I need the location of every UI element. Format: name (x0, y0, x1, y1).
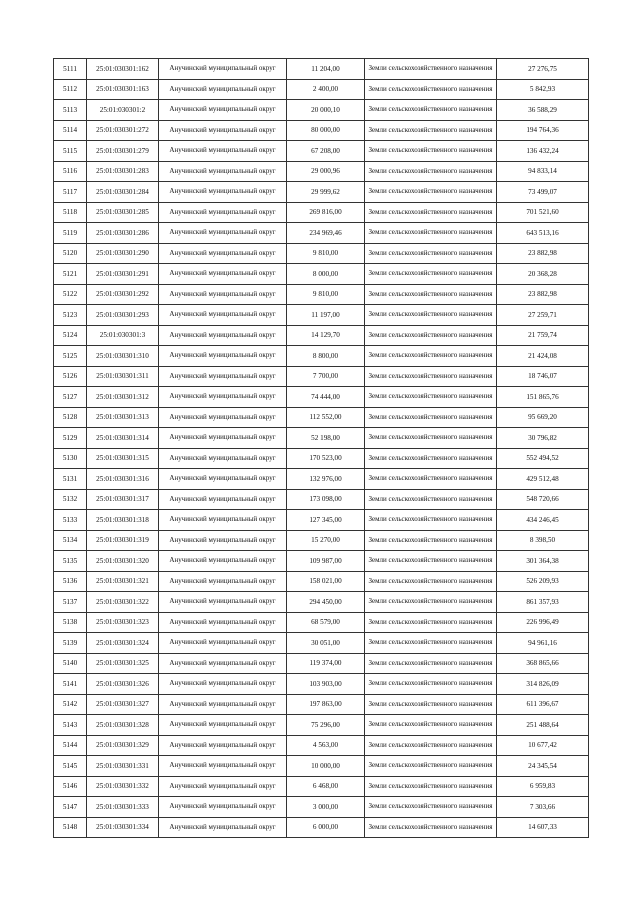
municipality-cell: Анучинский муниципальный округ (159, 469, 287, 490)
area-cell: 52 198,00 (287, 428, 365, 449)
cadastral-number-cell: 25:01:030301:162 (87, 59, 159, 80)
cadastral-value-cell: 194 764,36 (497, 120, 589, 141)
municipality-cell: Анучинский муниципальный округ (159, 284, 287, 305)
row-number-cell: 5124 (54, 325, 87, 346)
row-number-cell: 5118 (54, 202, 87, 223)
cadastral-value-cell: 301 364,38 (497, 551, 589, 572)
row-number-cell: 5111 (54, 59, 87, 80)
cadastral-value-cell: 14 607,33 (497, 817, 589, 838)
table-row (54, 612, 589, 633)
land-category-cell: Земли сельскохозяйственного назначения (365, 264, 497, 285)
area-cell: 170 523,00 (287, 448, 365, 469)
row-number-cell: 5123 (54, 305, 87, 326)
land-category-cell: Земли сельскохозяйственного назначения (365, 489, 497, 510)
land-category-cell: Земли сельскохозяйственного назначения (365, 756, 497, 777)
cadastral-value-cell: 314 826,09 (497, 674, 589, 695)
municipality-cell: Анучинский муниципальный округ (159, 694, 287, 715)
municipality-cell: Анучинский муниципальный округ (159, 346, 287, 367)
cadastral-value-cell: 526 209,93 (497, 571, 589, 592)
cadastral-number-cell: 25:01:030301:320 (87, 551, 159, 572)
municipality-cell: Анучинский муниципальный округ (159, 715, 287, 736)
land-category-cell: Земли сельскохозяйственного назначения (365, 243, 497, 264)
cadastral-number-cell: 25:01:030301:3 (87, 325, 159, 346)
municipality-cell: Анучинский муниципальный округ (159, 448, 287, 469)
cadastral-number-cell: 25:01:030301:315 (87, 448, 159, 469)
cadastral-number-cell: 25:01:030301:316 (87, 469, 159, 490)
table-row (54, 305, 589, 326)
row-number-cell: 5147 (54, 797, 87, 818)
cadastral-number-cell: 25:01:030301:323 (87, 612, 159, 633)
cadastral-number-cell: 25:01:030301:2 (87, 100, 159, 121)
area-cell: 9 810,00 (287, 243, 365, 264)
land-category-cell: Земли сельскохозяйственного назначения (365, 284, 497, 305)
area-cell: 103 903,00 (287, 674, 365, 695)
land-category-cell: Земли сельскохозяйственного назначения (365, 694, 497, 715)
cadastral-number-cell: 25:01:030301:292 (87, 284, 159, 305)
municipality-cell: Анучинский муниципальный округ (159, 489, 287, 510)
row-number-cell: 5131 (54, 469, 87, 490)
table-row (54, 120, 589, 141)
row-number-cell: 5126 (54, 366, 87, 387)
cadastral-value-cell: 226 996,49 (497, 612, 589, 633)
land-category-cell: Земли сельскохозяйственного назначения (365, 182, 497, 203)
cadastral-number-cell: 25:01:030301:322 (87, 592, 159, 613)
municipality-cell: Анучинский муниципальный округ (159, 817, 287, 838)
land-category-cell: Земли сельскохозяйственного назначения (365, 715, 497, 736)
table-row (54, 735, 589, 756)
land-category-cell: Земли сельскохозяйственного назначения (365, 612, 497, 633)
table-row (54, 264, 589, 285)
table-row (54, 141, 589, 162)
area-cell: 14 129,70 (287, 325, 365, 346)
municipality-cell: Анучинский муниципальный округ (159, 305, 287, 326)
table-row (54, 79, 589, 100)
cadastral-number-cell: 25:01:030301:321 (87, 571, 159, 592)
table-row (54, 223, 589, 244)
area-cell: 67 208,00 (287, 141, 365, 162)
cadastral-value-cell: 21 424,08 (497, 346, 589, 367)
area-cell: 112 552,00 (287, 407, 365, 428)
row-number-cell: 5138 (54, 612, 87, 633)
cadastral-value-cell: 861 357,93 (497, 592, 589, 613)
row-number-cell: 5140 (54, 653, 87, 674)
land-category-cell: Земли сельскохозяйственного назначения (365, 571, 497, 592)
table-row (54, 448, 589, 469)
municipality-cell: Анучинский муниципальный округ (159, 428, 287, 449)
land-category-cell: Земли сельскохозяйственного назначения (365, 530, 497, 551)
cadastral-number-cell: 25:01:030301:293 (87, 305, 159, 326)
land-category-cell: Земли сельскохозяйственного назначения (365, 448, 497, 469)
land-category-cell: Земли сельскохозяйственного назначения (365, 797, 497, 818)
land-category-cell: Земли сельскохозяйственного назначения (365, 141, 497, 162)
cadastral-number-cell: 25:01:030301:332 (87, 776, 159, 797)
cadastral-number-cell: 25:01:030301:333 (87, 797, 159, 818)
municipality-cell: Анучинский муниципальный округ (159, 592, 287, 613)
land-category-cell: Земли сельскохозяйственного назначения (365, 592, 497, 613)
area-cell: 80 000,00 (287, 120, 365, 141)
land-category-cell: Земли сельскохозяйственного назначения (365, 510, 497, 531)
cadastral-number-cell: 25:01:030301:311 (87, 366, 159, 387)
municipality-cell: Анучинский муниципальный округ (159, 653, 287, 674)
land-category-cell: Земли сельскохозяйственного назначения (365, 59, 497, 80)
row-number-cell: 5114 (54, 120, 87, 141)
land-category-cell: Земли сельскохозяйственного назначения (365, 735, 497, 756)
cadastral-number-cell: 25:01:030301:284 (87, 182, 159, 203)
cadastral-number-cell: 25:01:030301:327 (87, 694, 159, 715)
area-cell: 11 197,00 (287, 305, 365, 326)
table-row (54, 325, 589, 346)
area-cell: 68 579,00 (287, 612, 365, 633)
cadastral-number-cell: 25:01:030301:163 (87, 79, 159, 100)
area-cell: 269 816,00 (287, 202, 365, 223)
table-row (54, 243, 589, 264)
municipality-cell: Анучинский муниципальный округ (159, 510, 287, 531)
area-cell: 197 863,00 (287, 694, 365, 715)
area-cell: 29 999,62 (287, 182, 365, 203)
table-row (54, 592, 589, 613)
cadastral-value-cell: 36 588,29 (497, 100, 589, 121)
cadastral-value-cell: 8 398,50 (497, 530, 589, 551)
cadastral-value-cell: 24 345,54 (497, 756, 589, 777)
row-number-cell: 5139 (54, 633, 87, 654)
area-cell: 10 000,00 (287, 756, 365, 777)
cadastral-number-cell: 25:01:030301:291 (87, 264, 159, 285)
area-cell: 20 000,10 (287, 100, 365, 121)
municipality-cell: Анучинский муниципальный округ (159, 264, 287, 285)
table-row (54, 428, 589, 449)
land-category-cell: Земли сельскохозяйственного назначения (365, 79, 497, 100)
row-number-cell: 5136 (54, 571, 87, 592)
cadastral-value-cell: 73 499,07 (497, 182, 589, 203)
municipality-cell: Анучинский муниципальный округ (159, 633, 287, 654)
row-number-cell: 5125 (54, 346, 87, 367)
municipality-cell: Анучинский муниципальный округ (159, 756, 287, 777)
area-cell: 132 976,00 (287, 469, 365, 490)
cadastral-value-cell: 552 494,52 (497, 448, 589, 469)
land-category-cell: Земли сельскохозяйственного назначения (365, 161, 497, 182)
municipality-cell: Анучинский муниципальный округ (159, 141, 287, 162)
area-cell: 8 000,00 (287, 264, 365, 285)
land-category-cell: Земли сельскохозяйственного назначения (365, 776, 497, 797)
row-number-cell: 5129 (54, 428, 87, 449)
area-cell: 29 000,96 (287, 161, 365, 182)
land-category-cell: Земли сельскохозяйственного назначения (365, 387, 497, 408)
row-number-cell: 5141 (54, 674, 87, 695)
cadastral-value-cell: 701 521,60 (497, 202, 589, 223)
cadastral-number-cell: 25:01:030301:312 (87, 387, 159, 408)
row-number-cell: 5135 (54, 551, 87, 572)
row-number-cell: 5120 (54, 243, 87, 264)
cadastral-number-cell: 25:01:030301:318 (87, 510, 159, 531)
area-cell: 234 969,46 (287, 223, 365, 244)
cadastral-value-cell: 18 746,07 (497, 366, 589, 387)
cadastral-value-cell: 95 669,20 (497, 407, 589, 428)
municipality-cell: Анучинский муниципальный округ (159, 551, 287, 572)
municipality-cell: Анучинский муниципальный округ (159, 387, 287, 408)
cadastral-value-cell: 27 276,75 (497, 59, 589, 80)
municipality-cell: Анучинский муниципальный округ (159, 530, 287, 551)
table-row (54, 551, 589, 572)
table-row (54, 510, 589, 531)
table-row (54, 387, 589, 408)
table-row (54, 182, 589, 203)
municipality-cell: Анучинский муниципальный округ (159, 161, 287, 182)
table-row (54, 694, 589, 715)
municipality-cell: Анучинский муниципальный округ (159, 243, 287, 264)
municipality-cell: Анучинский муниципальный округ (159, 100, 287, 121)
municipality-cell: Анучинский муниципальный округ (159, 366, 287, 387)
area-cell: 15 270,00 (287, 530, 365, 551)
cadastral-number-cell: 25:01:030301:285 (87, 202, 159, 223)
land-registry-table (53, 58, 589, 838)
land-category-cell: Земли сельскохозяйственного назначения (365, 100, 497, 121)
row-number-cell: 5145 (54, 756, 87, 777)
area-cell: 75 296,00 (287, 715, 365, 736)
land-category-cell: Земли сельскохозяйственного назначения (365, 120, 497, 141)
area-cell: 8 800,00 (287, 346, 365, 367)
cadastral-number-cell: 25:01:030301:272 (87, 120, 159, 141)
table-row (54, 284, 589, 305)
table-row (54, 776, 589, 797)
cadastral-number-cell: 25:01:030301:313 (87, 407, 159, 428)
cadastral-value-cell: 23 882,98 (497, 243, 589, 264)
municipality-cell: Анучинский муниципальный округ (159, 407, 287, 428)
cadastral-value-cell: 151 865,76 (497, 387, 589, 408)
cadastral-number-cell: 25:01:030301:317 (87, 489, 159, 510)
cadastral-value-cell: 94 833,14 (497, 161, 589, 182)
land-category-cell: Земли сельскохозяйственного назначения (365, 202, 497, 223)
row-number-cell: 5128 (54, 407, 87, 428)
municipality-cell: Анучинский муниципальный округ (159, 797, 287, 818)
area-cell: 294 450,00 (287, 592, 365, 613)
area-cell: 7 700,00 (287, 366, 365, 387)
cadastral-number-cell: 25:01:030301:290 (87, 243, 159, 264)
area-cell: 2 400,00 (287, 79, 365, 100)
row-number-cell: 5142 (54, 694, 87, 715)
land-category-cell: Земли сельскохозяйственного назначения (365, 325, 497, 346)
cadastral-value-cell: 7 303,66 (497, 797, 589, 818)
row-number-cell: 5112 (54, 79, 87, 100)
table-row (54, 469, 589, 490)
cadastral-number-cell: 25:01:030301:319 (87, 530, 159, 551)
cadastral-number-cell: 25:01:030301:328 (87, 715, 159, 736)
table-row (54, 571, 589, 592)
cadastral-number-cell: 25:01:030301:334 (87, 817, 159, 838)
land-category-cell: Земли сельскохозяйственного назначения (365, 551, 497, 572)
area-cell: 9 810,00 (287, 284, 365, 305)
area-cell: 158 021,00 (287, 571, 365, 592)
cadastral-value-cell: 6 959,83 (497, 776, 589, 797)
municipality-cell: Анучинский муниципальный округ (159, 79, 287, 100)
row-number-cell: 5127 (54, 387, 87, 408)
municipality-cell: Анучинский муниципальный округ (159, 571, 287, 592)
table-row (54, 530, 589, 551)
row-number-cell: 5117 (54, 182, 87, 203)
row-number-cell: 5144 (54, 735, 87, 756)
area-cell: 6 000,00 (287, 817, 365, 838)
cadastral-value-cell: 5 842,93 (497, 79, 589, 100)
table-row (54, 756, 589, 777)
cadastral-number-cell: 25:01:030301:331 (87, 756, 159, 777)
cadastral-value-cell: 429 512,48 (497, 469, 589, 490)
cadastral-value-cell: 368 865,66 (497, 653, 589, 674)
row-number-cell: 5137 (54, 592, 87, 613)
cadastral-number-cell: 25:01:030301:283 (87, 161, 159, 182)
area-cell: 4 563,00 (287, 735, 365, 756)
table-row (54, 674, 589, 695)
land-category-cell: Земли сельскохозяйственного назначения (365, 428, 497, 449)
table-row (54, 489, 589, 510)
row-number-cell: 5143 (54, 715, 87, 736)
row-number-cell: 5146 (54, 776, 87, 797)
table-row (54, 633, 589, 654)
cadastral-value-cell: 136 432,24 (497, 141, 589, 162)
area-cell: 3 000,00 (287, 797, 365, 818)
area-cell: 109 987,00 (287, 551, 365, 572)
municipality-cell: Анучинский муниципальный округ (159, 59, 287, 80)
cadastral-number-cell: 25:01:030301:286 (87, 223, 159, 244)
land-category-cell: Земли сельскохозяйственного назначения (365, 817, 497, 838)
land-category-cell: Земли сельскохозяйственного назначения (365, 305, 497, 326)
area-cell: 74 444,00 (287, 387, 365, 408)
cadastral-number-cell: 25:01:030301:279 (87, 141, 159, 162)
row-number-cell: 5122 (54, 284, 87, 305)
row-number-cell: 5133 (54, 510, 87, 531)
table-row (54, 407, 589, 428)
land-category-cell: Земли сельскохозяйственного назначения (365, 407, 497, 428)
area-cell: 127 345,00 (287, 510, 365, 531)
row-number-cell: 5121 (54, 264, 87, 285)
area-cell: 30 051,00 (287, 633, 365, 654)
row-number-cell: 5134 (54, 530, 87, 551)
municipality-cell: Анучинский муниципальный округ (159, 674, 287, 695)
cadastral-value-cell: 94 961,16 (497, 633, 589, 654)
land-category-cell: Земли сельскохозяйственного назначения (365, 469, 497, 490)
table-row (54, 100, 589, 121)
area-cell: 119 374,00 (287, 653, 365, 674)
area-cell: 173 098,00 (287, 489, 365, 510)
land-category-cell: Земли сельскохозяйственного назначения (365, 674, 497, 695)
row-number-cell: 5148 (54, 817, 87, 838)
table-row (54, 59, 589, 80)
cadastral-number-cell: 25:01:030301:314 (87, 428, 159, 449)
cadastral-value-cell: 21 759,74 (497, 325, 589, 346)
land-category-cell: Земли сельскохозяйственного назначения (365, 223, 497, 244)
municipality-cell: Анучинский муниципальный округ (159, 223, 287, 244)
cadastral-number-cell: 25:01:030301:324 (87, 633, 159, 654)
land-category-cell: Земли сельскохозяйственного назначения (365, 346, 497, 367)
row-number-cell: 5116 (54, 161, 87, 182)
area-cell: 11 204,00 (287, 59, 365, 80)
cadastral-value-cell: 23 882,98 (497, 284, 589, 305)
table-row (54, 715, 589, 736)
table-row (54, 346, 589, 367)
land-category-cell: Земли сельскохозяйственного назначения (365, 366, 497, 387)
cadastral-value-cell: 611 396,67 (497, 694, 589, 715)
row-number-cell: 5113 (54, 100, 87, 121)
cadastral-value-cell: 548 720,66 (497, 489, 589, 510)
row-number-cell: 5119 (54, 223, 87, 244)
cadastral-value-cell: 434 246,45 (497, 510, 589, 531)
table-row (54, 366, 589, 387)
cadastral-value-cell: 30 796,82 (497, 428, 589, 449)
municipality-cell: Анучинский муниципальный округ (159, 325, 287, 346)
cadastral-number-cell: 25:01:030301:325 (87, 653, 159, 674)
municipality-cell: Анучинский муниципальный округ (159, 202, 287, 223)
table-row (54, 202, 589, 223)
row-number-cell: 5115 (54, 141, 87, 162)
row-number-cell: 5132 (54, 489, 87, 510)
municipality-cell: Анучинский муниципальный округ (159, 735, 287, 756)
cadastral-value-cell: 27 259,71 (497, 305, 589, 326)
row-number-cell: 5130 (54, 448, 87, 469)
municipality-cell: Анучинский муниципальный округ (159, 612, 287, 633)
municipality-cell: Анучинский муниципальный округ (159, 776, 287, 797)
municipality-cell: Анучинский муниципальный округ (159, 182, 287, 203)
cadastral-value-cell: 251 488,64 (497, 715, 589, 736)
table-row (54, 797, 589, 818)
table-row (54, 161, 589, 182)
area-cell: 6 468,00 (287, 776, 365, 797)
table-row (54, 817, 589, 838)
table-row (54, 653, 589, 674)
cadastral-value-cell: 643 513,16 (497, 223, 589, 244)
land-category-cell: Земли сельскохозяйственного назначения (365, 633, 497, 654)
cadastral-number-cell: 25:01:030301:310 (87, 346, 159, 367)
cadastral-number-cell: 25:01:030301:329 (87, 735, 159, 756)
cadastral-value-cell: 20 368,28 (497, 264, 589, 285)
cadastral-value-cell: 10 677,42 (497, 735, 589, 756)
table-body (54, 59, 589, 838)
municipality-cell: Анучинский муниципальный округ (159, 120, 287, 141)
land-category-cell: Земли сельскохозяйственного назначения (365, 653, 497, 674)
cadastral-number-cell: 25:01:030301:326 (87, 674, 159, 695)
